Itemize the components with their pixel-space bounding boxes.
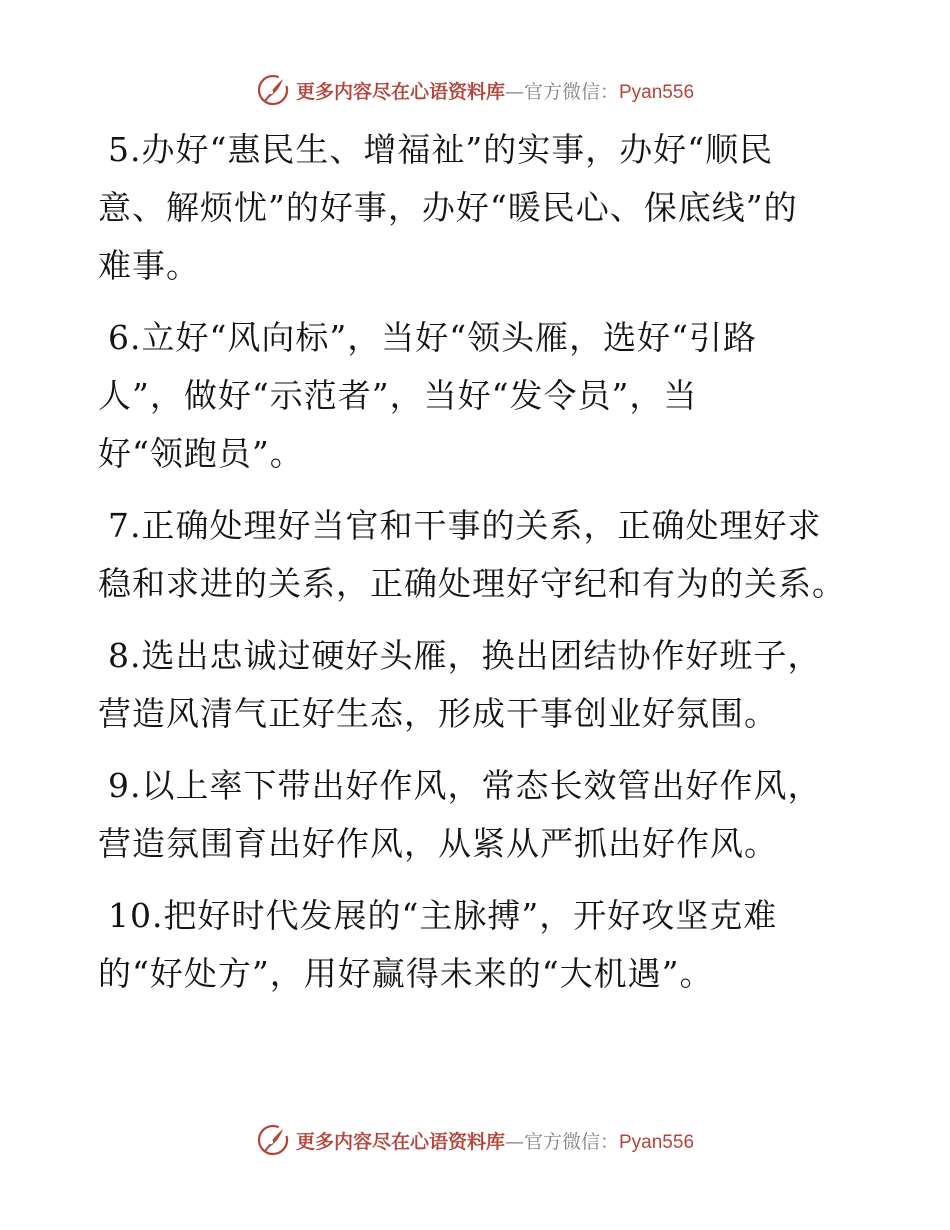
document-body (98, 121, 858, 1017)
item-line: 5.办好“惠民生、增福祉”的实事，办好“顺民 (108, 130, 774, 169)
footer-wechat-id: Pyan556 (619, 1131, 695, 1153)
item-line: 的“好处方”，用好赢得未来的“大机遇”。 (98, 954, 714, 993)
item-line: 人”，做好“示范者”，当好“发令员”，当 (98, 376, 698, 415)
item-line: 8.选出忠诚过硬好头雁，换出团结协作好班子， (108, 636, 822, 675)
list-item-10 (98, 887, 858, 1003)
item-line: 7.正确处理好当官和干事的关系，正确处理好求 (108, 506, 822, 545)
item-line: 6.立好“风向标”，当好“领头雁，选好“引路 (108, 318, 757, 357)
item-line: 稳和求进的关系，正确处理好守纪和有为的关系。 (98, 564, 846, 603)
list-item-9 (98, 757, 858, 873)
header-banner-separator: — (504, 80, 524, 103)
header-banner-title: 更多内容尽在心语资料库 (295, 80, 505, 103)
item-line: 营造风清气正好生态，形成干事创业好氛围。 (98, 694, 778, 733)
header-wechat-label: 官方微信： (523, 80, 619, 103)
header-banner (0, 70, 950, 110)
footer-wechat-label: 官方微信： (523, 1130, 619, 1153)
item-line: 9.以上率下带出好作风，常态长效管出好作风， (108, 766, 822, 805)
header-banner-text (296, 77, 694, 104)
footer-banner-separator: — (504, 1130, 524, 1153)
list-item-8 (98, 627, 858, 743)
quill-pen-logo-icon (256, 1123, 290, 1157)
item-line: 10.把好时代发展的“主脉搏”，开好攻坚克难 (108, 896, 778, 935)
footer-banner-title: 更多内容尽在心语资料库 (295, 1130, 505, 1153)
footer-banner-text (296, 1127, 694, 1154)
item-line: 好“领跑员”。 (98, 434, 304, 473)
list-item-7 (98, 497, 858, 613)
list-item-5 (98, 121, 858, 295)
item-line: 营造氛围育出好作风，从紧从严抓出好作风。 (98, 824, 778, 863)
item-line: 难事。 (98, 246, 200, 285)
item-line: 意、解烦忧”的好事，办好“暖民心、保底线”的 (98, 188, 798, 227)
header-wechat-id: Pyan556 (619, 81, 695, 103)
list-item-6 (98, 309, 858, 483)
footer-banner (0, 1120, 950, 1160)
quill-pen-logo-icon (256, 73, 290, 107)
